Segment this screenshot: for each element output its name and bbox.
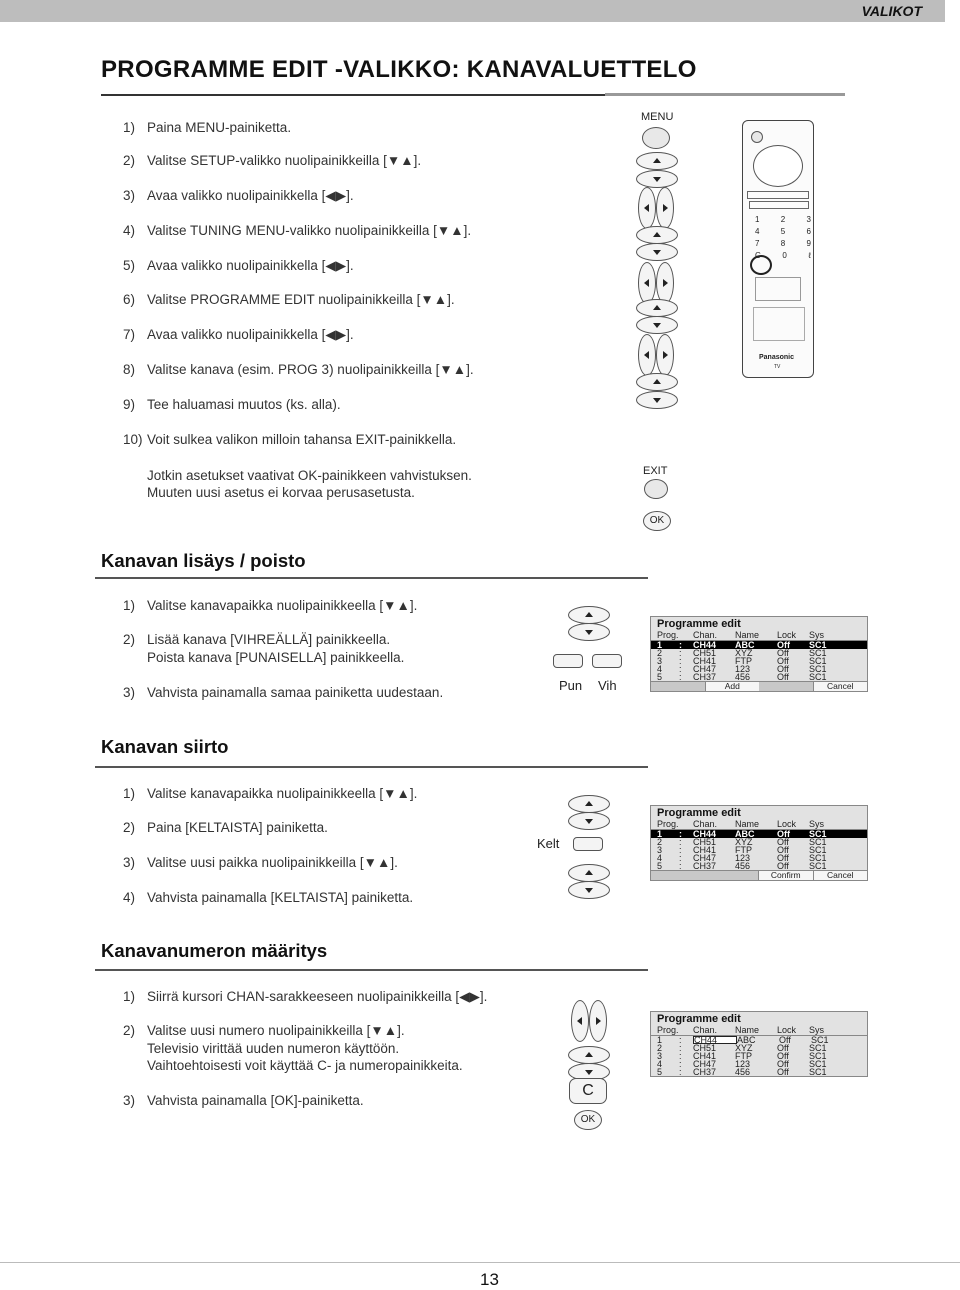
up-button[interactable]: [568, 606, 610, 624]
model-label: TV: [774, 364, 781, 370]
section-step: 2) Valitse uusi numero nuolipainikkeilla [▼▲].: [123, 1023, 405, 1038]
osd-row: 5 : CH37 456 Off SC1: [657, 1067, 827, 1077]
section-step: 2) Paina [KELTAISTA] painiketta.: [123, 820, 328, 835]
osd-row: 2 : CH51 XYZ Off SC1: [657, 837, 827, 847]
section-title: Kanavan lisäys / poisto: [101, 550, 306, 571]
up-button[interactable]: [568, 864, 610, 882]
section-step: 3) Vahvista painamalla [OK]-painiketta.: [123, 1093, 364, 1108]
osd-cancel-button: Cancel: [813, 682, 868, 691]
page-title: PROGRAMME EDIT -VALIKKO: KANAVALUETTELO: [101, 56, 697, 83]
left-button[interactable]: [638, 262, 656, 304]
section-rule: [95, 969, 648, 971]
osd-title: Programme edit: [657, 807, 741, 819]
main-step: 8) Valitse kanava (esim. PROG 3) nuolipainikkeilla [▼▲].: [123, 362, 474, 377]
osd-row: 1 : CH44 ABC Off SC1: [657, 1035, 829, 1045]
menu-label: MENU: [641, 111, 674, 123]
exit-label: EXIT: [643, 465, 668, 477]
osd-footer: [651, 870, 867, 880]
osd-row: 3 : CH41 FTP Off SC1: [657, 845, 827, 855]
section-step: Vaihtoehtoisesti voit käyttää C- ja numeropainikkeita.: [147, 1058, 463, 1073]
title-rule-accent: [605, 93, 845, 96]
main-step: 5) Avaa valikko nuolipainikkella [◀▶].: [123, 258, 354, 273]
power-icon: [751, 131, 763, 143]
note-line: Jotkin asetukset vaativat OK-painikkeen vahvistuksen.: [147, 468, 472, 483]
section-step: 1) Siirrä kursori CHAN-sarakkeeseen nuolipainikkeilla [◀▶].: [123, 989, 488, 1004]
left-button[interactable]: [571, 1000, 589, 1042]
navigation-pad: [753, 145, 803, 187]
up-button[interactable]: [636, 226, 678, 244]
osd-title: Programme edit: [657, 1013, 741, 1025]
section-rule: [95, 577, 648, 579]
section-step: 1) Valitse kanavapaikka nuolipainikkeella [▼▲].: [123, 598, 418, 613]
down-button[interactable]: [636, 316, 678, 334]
main-step: 4) Valitse TUNING MENU-valikko nuolipainikkeilla [▼▲].: [123, 223, 472, 238]
vcr-keys: [753, 307, 805, 341]
osd-header: Prog. Chan. Name Lock Sys: [651, 630, 867, 641]
ok-button[interactable]: OK: [574, 1110, 602, 1130]
teletext-keys: [749, 201, 809, 209]
yellow-button-label: Kelt: [537, 836, 560, 851]
main-step: 2) Valitse SETUP-valikko nuolipainikkeilla [▼▲].: [123, 153, 422, 168]
osd-row: 2 : CH51 XYZ Off SC1: [657, 648, 827, 658]
brand-logo: Panasonic: [759, 354, 795, 361]
yellow-button[interactable]: [573, 837, 603, 851]
osd-row: 4 : CH47 123 Off SC1: [657, 853, 827, 863]
osd-row: 1 : CH44 ABC Off SC1: [651, 641, 867, 649]
osd-row: 5 : CH37 456 Off SC1: [657, 672, 827, 682]
osd-add-button: Add: [705, 682, 760, 691]
osd-cancel-button: Cancel: [813, 871, 868, 880]
note-line: Muuten uusi asetus ei korvaa perusasetusta.: [147, 485, 415, 500]
section-title: Kanavanumeron määritys: [101, 940, 328, 961]
left-button[interactable]: [638, 334, 656, 376]
down-button[interactable]: [636, 243, 678, 261]
right-button[interactable]: [656, 187, 674, 229]
down-button[interactable]: [568, 623, 610, 641]
osd-row: 1 : CH44 ABC Off SC1: [651, 830, 867, 838]
red-button[interactable]: [553, 654, 583, 668]
osd-programme-edit: [650, 805, 868, 881]
up-button[interactable]: [636, 299, 678, 317]
osd-programme-edit: [650, 616, 868, 692]
section-label: VALIKOT: [861, 3, 922, 19]
osd-header: Prog. Chan. Name Lock Sys: [651, 1025, 867, 1036]
osd-row: 3 : CH41 FTP Off SC1: [657, 1051, 827, 1061]
section-rule: [95, 766, 648, 768]
green-button[interactable]: [592, 654, 622, 668]
footer-rule: [0, 1262, 960, 1263]
osd-header: Prog. Chan. Name Lock Sys: [651, 819, 867, 830]
section-step: 3) Valitse uusi paikka nuolipainikkeilla [▼▲].: [123, 855, 398, 870]
up-button[interactable]: [568, 795, 610, 813]
section-title: Kanavan siirto: [101, 736, 229, 757]
osd-row: 2 : CH51 XYZ Off SC1: [657, 1043, 827, 1053]
main-step: 7) Avaa valikko nuolipainikkella [◀▶].: [123, 327, 354, 342]
main-step: 3) Avaa valikko nuolipainikkella [◀▶].: [123, 188, 354, 203]
up-button[interactable]: [636, 152, 678, 170]
section-step: 1) Valitse kanavapaikka nuolipainikkeella [▼▲].: [123, 786, 418, 801]
right-button[interactable]: [589, 1000, 607, 1042]
osd-row: 4 : CH47 123 Off SC1: [657, 664, 827, 674]
main-step: 6) Valitse PROGRAMME EDIT nuolipainikkeilla [▼▲].: [123, 292, 455, 307]
header-bar: [0, 0, 945, 22]
c-button[interactable]: C: [569, 1078, 607, 1104]
down-button[interactable]: [636, 170, 678, 188]
volume-channel-keys: [755, 277, 801, 301]
down-button[interactable]: [636, 391, 678, 409]
main-step: 1) Paina MENU-painiketta.: [123, 120, 292, 135]
up-button[interactable]: [568, 1046, 610, 1064]
section-step: 2) Lisää kanava [VIHREÄLLÄ] painikkeella.: [123, 632, 391, 647]
section-step: 3) Vahvista painamalla samaa painiketta uudestaan.: [123, 685, 444, 700]
green-button-label: Vih: [598, 678, 617, 693]
osd-title: Programme edit: [657, 618, 741, 630]
red-button-label: Pun: [559, 678, 583, 693]
section-step: Poista kanava [PUNAISELLA] painikkeella.: [147, 650, 405, 665]
osd-row: 3 : CH41 FTP Off SC1: [657, 656, 827, 666]
menu-button[interactable]: [642, 127, 670, 149]
osd-confirm-button: Confirm: [758, 871, 813, 880]
osd-row: 5 : CH37 456 Off SC1: [657, 861, 827, 871]
c-key-highlight: [750, 255, 772, 275]
osd-footer: [651, 681, 867, 691]
main-step: 10) Voit sulkea valikon milloin tahansa EXIT-painikkella.: [123, 432, 457, 447]
number-keypad: 1 2 3 4 5 6 7 8 9 C 0 ℓ: [755, 215, 811, 260]
remote-control: [742, 120, 814, 378]
ok-button[interactable]: OK: [643, 511, 671, 531]
section-step: 4) Vahvista painamalla [KELTAISTA] painiketta.: [123, 890, 414, 905]
up-button[interactable]: [636, 373, 678, 391]
osd-row: 4 : CH47 123 Off SC1: [657, 1059, 827, 1069]
osd-programme-edit: [650, 1011, 868, 1077]
right-button[interactable]: [656, 334, 674, 376]
down-button[interactable]: [568, 812, 610, 830]
exit-button[interactable]: [644, 479, 668, 499]
section-step: Televisio virittää uuden numeron käyttöön.: [147, 1041, 400, 1056]
down-button[interactable]: [568, 881, 610, 899]
left-button[interactable]: [638, 187, 656, 229]
right-button[interactable]: [656, 262, 674, 304]
color-keys: [747, 191, 809, 199]
page-number: 13: [480, 1270, 499, 1289]
main-step: 9) Tee haluamasi muutos (ks. alla).: [123, 397, 341, 412]
